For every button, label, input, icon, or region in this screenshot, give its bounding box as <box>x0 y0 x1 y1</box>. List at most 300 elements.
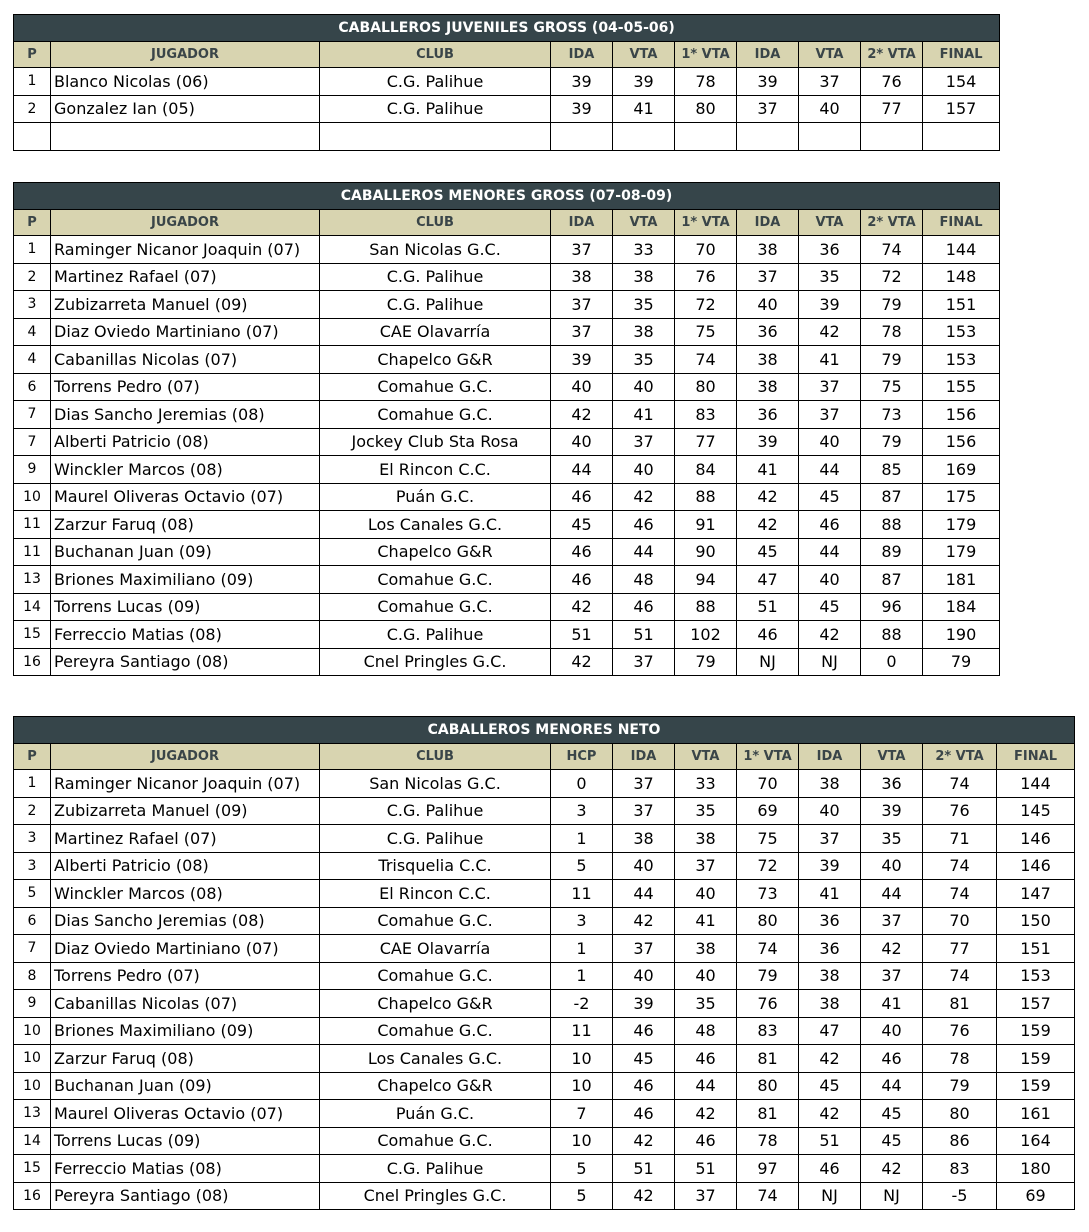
hcp-cell: 1 <box>551 935 613 963</box>
ida1-cell: 39 <box>613 990 675 1018</box>
column-header-vta2: VTA <box>799 210 861 236</box>
ida2-cell: 37 <box>737 95 799 123</box>
player-cell: Zarzur Faruq (08) <box>51 1045 320 1073</box>
vta2-cell: 40 <box>799 566 861 594</box>
ida1-cell: 37 <box>551 318 613 346</box>
ida2-cell: 38 <box>799 962 861 990</box>
table-row <box>14 935 1075 963</box>
total2-cell: 79 <box>861 428 923 456</box>
table-row <box>14 1182 1075 1210</box>
total2-cell <box>861 123 923 151</box>
total2-cell: 0 <box>861 648 923 676</box>
vta2-cell: 36 <box>861 770 923 798</box>
hcp-cell: 0 <box>551 770 613 798</box>
club-cell: Comahue G.C. <box>320 373 551 401</box>
ida2-cell: NJ <box>799 1182 861 1210</box>
final-cell: 157 <box>997 990 1075 1018</box>
total2-cell: 72 <box>861 263 923 291</box>
pos-cell: 9 <box>14 990 51 1018</box>
club-cell: C.G. Palihue <box>320 263 551 291</box>
final-cell: 159 <box>997 1017 1075 1045</box>
ida2-cell <box>737 123 799 151</box>
table-row <box>14 648 1000 676</box>
table-row <box>14 373 1000 401</box>
column-header-hcp: HCP <box>551 744 613 770</box>
club-cell: Comahue G.C. <box>320 907 551 935</box>
total2-cell: 79 <box>861 291 923 319</box>
total1-cell: 79 <box>675 648 737 676</box>
ida2-cell: 38 <box>737 346 799 374</box>
player-cell: Maurel Oliveras Octavio (07) <box>51 1100 320 1128</box>
ida1-cell: 37 <box>613 770 675 798</box>
vta2-cell: 42 <box>861 935 923 963</box>
hcp-cell: 7 <box>551 1100 613 1128</box>
player-cell <box>51 123 320 151</box>
vta2-cell <box>799 123 861 151</box>
final-cell: 153 <box>997 962 1075 990</box>
total1-cell: 91 <box>675 511 737 539</box>
player-cell: Martinez Rafael (07) <box>51 263 320 291</box>
vta1-cell: 35 <box>613 291 675 319</box>
vta2-cell: 45 <box>799 483 861 511</box>
column-header-ida1: IDA <box>613 744 675 770</box>
player-cell: Buchanan Juan (09) <box>51 538 320 566</box>
ida2-cell: 51 <box>799 1127 861 1155</box>
column-header-final: FINAL <box>923 210 1000 236</box>
total1-cell: 81 <box>737 1045 799 1073</box>
club-cell: San Nicolas G.C. <box>320 770 551 798</box>
column-header-ida2: IDA <box>799 744 861 770</box>
column-header-club: CLUB <box>320 744 551 770</box>
player-cell: Winckler Marcos (08) <box>51 456 320 484</box>
pos-cell: 15 <box>14 1155 51 1183</box>
final-cell: 151 <box>923 291 1000 319</box>
total1-cell: 76 <box>737 990 799 1018</box>
vta1-cell: 41 <box>613 401 675 429</box>
vta1-cell: 40 <box>613 456 675 484</box>
column-header-vta1: VTA <box>613 42 675 68</box>
player-cell: Blanco Nicolas (06) <box>51 68 320 96</box>
club-cell: Puán G.C. <box>320 483 551 511</box>
ida2-cell: 51 <box>737 593 799 621</box>
vta1-cell: 38 <box>675 825 737 853</box>
vta1-cell: 48 <box>675 1017 737 1045</box>
club-cell: CAE Olavarría <box>320 935 551 963</box>
ida2-cell: 36 <box>799 907 861 935</box>
club-cell: Los Canales G.C. <box>320 1045 551 1073</box>
ida2-cell: 45 <box>737 538 799 566</box>
vta1-cell: 40 <box>613 373 675 401</box>
final-cell: 181 <box>923 566 1000 594</box>
vta2-cell: 42 <box>799 318 861 346</box>
total1-cell: 79 <box>737 962 799 990</box>
final-cell: 79 <box>923 648 1000 676</box>
club-cell: Chapelco G&R <box>320 1072 551 1100</box>
pos-cell: 7 <box>14 428 51 456</box>
ida1-cell: 37 <box>551 236 613 264</box>
ida2-cell: 38 <box>737 373 799 401</box>
vta1-cell: 35 <box>675 797 737 825</box>
player-cell: Briones Maximiliano (09) <box>51 566 320 594</box>
final-cell: 169 <box>923 456 1000 484</box>
vta2-cell: 40 <box>799 428 861 456</box>
ida1-cell: 42 <box>613 1182 675 1210</box>
club-cell: Cnel Pringles G.C. <box>320 1182 551 1210</box>
ida2-cell: 38 <box>799 770 861 798</box>
ida1-cell: 38 <box>551 263 613 291</box>
ida2-cell: 38 <box>799 990 861 1018</box>
ida1-cell: 42 <box>613 1127 675 1155</box>
header-row <box>14 744 1075 770</box>
ida2-cell: 39 <box>737 428 799 456</box>
total2-cell: 78 <box>861 318 923 346</box>
player-cell: Zarzur Faruq (08) <box>51 511 320 539</box>
total2-cell: 71 <box>923 825 997 853</box>
vta2-cell: 40 <box>861 1017 923 1045</box>
table-row <box>14 1100 1075 1128</box>
vta1-cell: 38 <box>613 263 675 291</box>
column-header-player: JUGADOR <box>51 210 320 236</box>
table-row <box>14 593 1000 621</box>
table-row <box>14 68 1000 96</box>
vta2-cell: 37 <box>861 962 923 990</box>
total1-cell: 70 <box>737 770 799 798</box>
final-cell: 179 <box>923 511 1000 539</box>
table-row <box>14 825 1075 853</box>
total2-cell: 76 <box>923 1017 997 1045</box>
vta1-cell: 35 <box>675 990 737 1018</box>
pos-cell: 3 <box>14 291 51 319</box>
total2-cell: 74 <box>923 852 997 880</box>
table-row <box>14 1155 1075 1183</box>
final-cell: 150 <box>997 907 1075 935</box>
ida1-cell: 51 <box>613 1155 675 1183</box>
total2-cell: 87 <box>861 483 923 511</box>
final-cell: 144 <box>997 770 1075 798</box>
total2-cell: 85 <box>861 456 923 484</box>
player-cell: Zubizarreta Manuel (09) <box>51 291 320 319</box>
vta1-cell: 46 <box>675 1045 737 1073</box>
ida2-cell: NJ <box>737 648 799 676</box>
hcp-cell: 5 <box>551 1155 613 1183</box>
total1-cell: 81 <box>737 1100 799 1128</box>
hcp-cell: 1 <box>551 825 613 853</box>
ida1-cell: 45 <box>613 1045 675 1073</box>
table-row <box>14 1017 1075 1045</box>
ida2-cell: 42 <box>799 1100 861 1128</box>
total2-cell: -5 <box>923 1182 997 1210</box>
ida2-cell: 41 <box>799 880 861 908</box>
hcp-cell: -2 <box>551 990 613 1018</box>
total2-cell: 74 <box>923 962 997 990</box>
player-cell: Pereyra Santiago (08) <box>51 648 320 676</box>
final-cell: 184 <box>923 593 1000 621</box>
player-cell: Cabanillas Nicolas (07) <box>51 346 320 374</box>
vta2-cell: 42 <box>861 1155 923 1183</box>
vta2-cell: 41 <box>799 346 861 374</box>
table-row <box>14 1127 1075 1155</box>
table-row <box>14 990 1075 1018</box>
hcp-cell: 1 <box>551 962 613 990</box>
club-cell: Comahue G.C. <box>320 566 551 594</box>
vta1-cell: 46 <box>675 1127 737 1155</box>
player-cell: Dias Sancho Jeremias (08) <box>51 907 320 935</box>
vta1-cell: 40 <box>675 962 737 990</box>
total1-cell: 74 <box>675 346 737 374</box>
ida1-cell: 39 <box>551 346 613 374</box>
table-title: CABALLEROS MENORES GROSS (07-08-09) <box>14 183 1000 210</box>
final-cell: 151 <box>997 935 1075 963</box>
hcp-cell: 3 <box>551 797 613 825</box>
final-cell: 159 <box>997 1045 1075 1073</box>
header-row <box>14 210 1000 236</box>
final-cell: 153 <box>923 346 1000 374</box>
ida1-cell: 37 <box>551 291 613 319</box>
vta2-cell: 44 <box>861 880 923 908</box>
ida1-cell: 37 <box>613 935 675 963</box>
final-cell: 146 <box>997 852 1075 880</box>
column-header-club: CLUB <box>320 42 551 68</box>
club-cell: C.G. Palihue <box>320 797 551 825</box>
vta2-cell: 46 <box>799 511 861 539</box>
hcp-cell: 10 <box>551 1127 613 1155</box>
player-cell: Torrens Lucas (09) <box>51 1127 320 1155</box>
final-cell: 156 <box>923 428 1000 456</box>
vta2-cell: 37 <box>799 373 861 401</box>
final-cell: 69 <box>997 1182 1075 1210</box>
total1-cell <box>675 123 737 151</box>
club-cell: Chapelco G&R <box>320 538 551 566</box>
final-cell: 154 <box>923 68 1000 96</box>
vta1-cell: 39 <box>613 68 675 96</box>
total2-cell: 79 <box>861 346 923 374</box>
table-row <box>14 401 1000 429</box>
total1-cell: 83 <box>675 401 737 429</box>
table-row <box>14 1072 1075 1100</box>
final-cell: 155 <box>923 373 1000 401</box>
vta2-cell: 39 <box>799 291 861 319</box>
pos-cell: 2 <box>14 263 51 291</box>
player-cell: Diaz Oviedo Martiniano (07) <box>51 935 320 963</box>
pos-cell: 10 <box>14 1072 51 1100</box>
total1-cell: 77 <box>675 428 737 456</box>
table-row <box>14 428 1000 456</box>
vta1-cell: 33 <box>675 770 737 798</box>
player-cell: Gonzalez Ian (05) <box>51 95 320 123</box>
total1-cell: 78 <box>675 68 737 96</box>
hcp-cell: 10 <box>551 1072 613 1100</box>
table-row <box>14 538 1000 566</box>
vta2-cell: 42 <box>799 621 861 649</box>
ida2-cell: 42 <box>799 1045 861 1073</box>
club-cell: Comahue G.C. <box>320 401 551 429</box>
final-cell: 156 <box>923 401 1000 429</box>
vta2-cell: 41 <box>861 990 923 1018</box>
total1-cell: 72 <box>675 291 737 319</box>
table-row <box>14 1045 1075 1073</box>
total2-cell: 73 <box>861 401 923 429</box>
ida1-cell: 38 <box>613 825 675 853</box>
ida1-cell: 42 <box>551 593 613 621</box>
column-header-final: FINAL <box>997 744 1075 770</box>
ida2-cell: 47 <box>737 566 799 594</box>
club-cell: Chapelco G&R <box>320 346 551 374</box>
total1-cell: 74 <box>737 1182 799 1210</box>
club-cell: C.G. Palihue <box>320 95 551 123</box>
final-cell <box>923 123 1000 151</box>
club-cell: Comahue G.C. <box>320 1017 551 1045</box>
player-cell: Pereyra Santiago (08) <box>51 1182 320 1210</box>
ida2-cell: 46 <box>737 621 799 649</box>
player-cell: Torrens Pedro (07) <box>51 373 320 401</box>
table-row <box>14 291 1000 319</box>
club-cell: Comahue G.C. <box>320 962 551 990</box>
column-header-ida1: IDA <box>551 42 613 68</box>
vta2-cell: 36 <box>799 236 861 264</box>
vta2-cell: 37 <box>799 68 861 96</box>
final-cell: 147 <box>997 880 1075 908</box>
total2-cell: 70 <box>923 907 997 935</box>
pos-cell <box>14 123 51 151</box>
club-cell: Los Canales G.C. <box>320 511 551 539</box>
pos-cell: 2 <box>14 95 51 123</box>
pos-cell: 3 <box>14 852 51 880</box>
hcp-cell: 10 <box>551 1045 613 1073</box>
pos-cell: 4 <box>14 318 51 346</box>
hcp-cell: 11 <box>551 880 613 908</box>
column-header-total1: 1* VTA <box>675 210 737 236</box>
pos-cell: 16 <box>14 1182 51 1210</box>
club-cell: Trisquelia C.C. <box>320 852 551 880</box>
club-cell: Comahue G.C. <box>320 593 551 621</box>
club-cell: Jockey Club Sta Rosa <box>320 428 551 456</box>
pos-cell: 1 <box>14 68 51 96</box>
table-row <box>14 511 1000 539</box>
ida2-cell: 46 <box>799 1155 861 1183</box>
player-cell: Zubizarreta Manuel (09) <box>51 797 320 825</box>
ida1-cell: 42 <box>551 401 613 429</box>
pos-cell: 7 <box>14 401 51 429</box>
column-header-club: CLUB <box>320 210 551 236</box>
pos-cell: 1 <box>14 236 51 264</box>
vta1-cell: 37 <box>613 648 675 676</box>
column-header-total1: 1* VTA <box>737 744 799 770</box>
player-cell: Cabanillas Nicolas (07) <box>51 990 320 1018</box>
player-cell: Martinez Rafael (07) <box>51 825 320 853</box>
club-cell: C.G. Palihue <box>320 291 551 319</box>
ida1-cell: 46 <box>551 566 613 594</box>
total2-cell: 76 <box>861 68 923 96</box>
total2-cell: 86 <box>923 1127 997 1155</box>
total2-cell: 80 <box>923 1100 997 1128</box>
total1-cell: 88 <box>675 483 737 511</box>
pos-cell: 3 <box>14 825 51 853</box>
column-header-total1: 1* VTA <box>675 42 737 68</box>
ida1-cell: 46 <box>613 1100 675 1128</box>
player-cell: Ferreccio Matias (08) <box>51 621 320 649</box>
ida2-cell: 36 <box>737 318 799 346</box>
pos-cell: 10 <box>14 1017 51 1045</box>
table-row <box>14 483 1000 511</box>
column-header-total2: 2* VTA <box>923 744 997 770</box>
menores-gross-table <box>13 182 1000 676</box>
ida1-cell: 42 <box>551 648 613 676</box>
hcp-cell: 11 <box>551 1017 613 1045</box>
vta1-cell: 33 <box>613 236 675 264</box>
club-cell: CAE Olavarría <box>320 318 551 346</box>
hcp-cell: 5 <box>551 852 613 880</box>
club-cell: Chapelco G&R <box>320 990 551 1018</box>
player-cell: Diaz Oviedo Martiniano (07) <box>51 318 320 346</box>
column-header-pos: P <box>14 42 51 68</box>
table-row <box>14 962 1075 990</box>
ida1-cell: 42 <box>613 907 675 935</box>
final-cell: 159 <box>997 1072 1075 1100</box>
total1-cell: 75 <box>675 318 737 346</box>
ida2-cell: 42 <box>737 483 799 511</box>
pos-cell: 4 <box>14 346 51 374</box>
player-cell: Maurel Oliveras Octavio (07) <box>51 483 320 511</box>
pos-cell: 6 <box>14 373 51 401</box>
pos-cell: 15 <box>14 621 51 649</box>
column-header-pos: P <box>14 744 51 770</box>
total1-cell: 72 <box>737 852 799 880</box>
total1-cell: 94 <box>675 566 737 594</box>
table-row <box>14 566 1000 594</box>
total2-cell: 79 <box>923 1072 997 1100</box>
vta1-cell: 38 <box>613 318 675 346</box>
final-cell: 153 <box>923 318 1000 346</box>
vta1-cell: 41 <box>675 907 737 935</box>
vta2-cell: 40 <box>799 95 861 123</box>
ida2-cell: 40 <box>737 291 799 319</box>
pos-cell: 5 <box>14 880 51 908</box>
total1-cell: 69 <box>737 797 799 825</box>
vta1-cell <box>613 123 675 151</box>
table-row <box>14 907 1075 935</box>
vta1-cell: 48 <box>613 566 675 594</box>
ida1-cell: 46 <box>613 1072 675 1100</box>
total2-cell: 81 <box>923 990 997 1018</box>
club-cell: El Rincon C.C. <box>320 456 551 484</box>
menores-neto-table <box>13 716 1075 1210</box>
column-header-pos: P <box>14 210 51 236</box>
column-header-ida2: IDA <box>737 210 799 236</box>
final-cell: 179 <box>923 538 1000 566</box>
final-cell: 175 <box>923 483 1000 511</box>
table-row <box>14 346 1000 374</box>
ida2-cell: 47 <box>799 1017 861 1045</box>
vta1-cell: 37 <box>613 428 675 456</box>
total1-cell: 80 <box>737 907 799 935</box>
final-cell: 164 <box>997 1127 1075 1155</box>
total1-cell: 80 <box>675 373 737 401</box>
total1-cell: 83 <box>737 1017 799 1045</box>
vta2-cell: 40 <box>861 852 923 880</box>
vta1-cell: 42 <box>613 483 675 511</box>
pos-cell: 14 <box>14 593 51 621</box>
total2-cell: 74 <box>861 236 923 264</box>
ida1-cell: 44 <box>551 456 613 484</box>
vta1-cell: 46 <box>613 511 675 539</box>
ida2-cell: 36 <box>737 401 799 429</box>
pos-cell: 2 <box>14 797 51 825</box>
total1-cell: 75 <box>737 825 799 853</box>
juveniles-gross-table <box>13 14 1000 151</box>
ida2-cell: 39 <box>737 68 799 96</box>
ida1-cell: 44 <box>613 880 675 908</box>
ida1-cell: 40 <box>613 852 675 880</box>
